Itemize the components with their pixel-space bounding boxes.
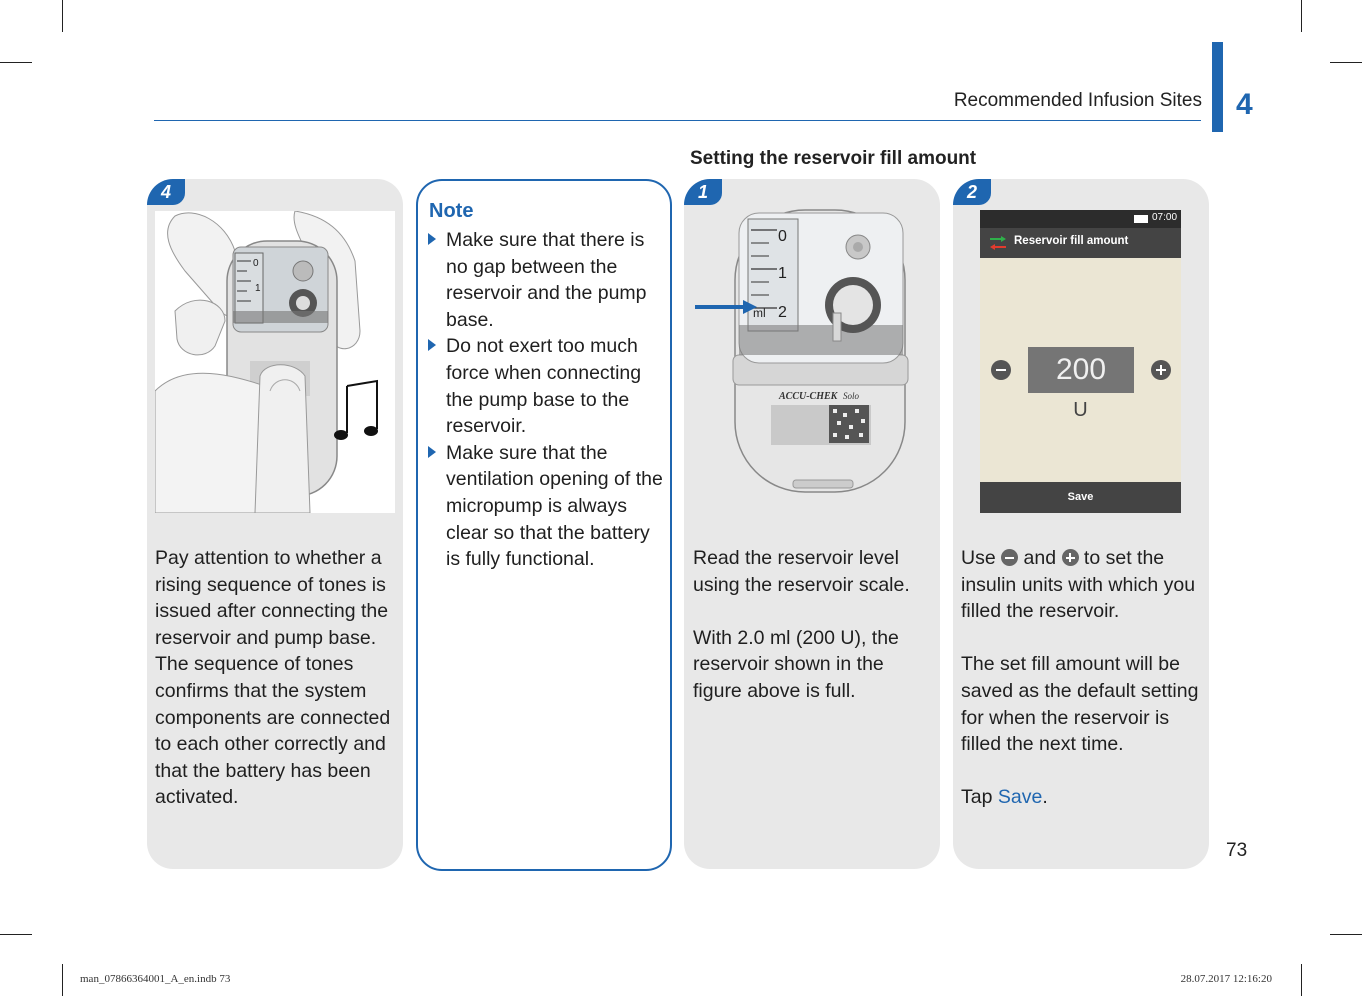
brand-suffix: Solo (843, 391, 860, 401)
svg-text:1: 1 (255, 283, 261, 294)
header-rule (154, 120, 1201, 121)
minus-icon (1001, 549, 1018, 566)
footer-timestamp: 28.07.2017 12:16:20 (1180, 973, 1272, 985)
crop-mark (0, 62, 32, 63)
list-item (428, 440, 664, 573)
triangle-bullet-icon (428, 339, 436, 351)
step1-badge: 1 (684, 179, 722, 205)
status-bar (980, 210, 1181, 228)
reservoir-scale-illustration (693, 205, 915, 497)
note-title: Note (429, 200, 474, 222)
screen-titlebar (980, 228, 1181, 258)
period: . (1042, 786, 1048, 809)
crop-mark (1301, 964, 1302, 996)
save-button[interactable]: Save (980, 482, 1181, 513)
scale-mark-2: 2 (778, 304, 787, 321)
crop-mark (62, 964, 63, 996)
step1-paragraph2: With 2.0 ml (200 U), the reservoir shown in the figure above is full. (693, 626, 899, 702)
step2-instruction: to set the insulin units with which you filled the reservoir. (961, 547, 1196, 623)
crop-mark (62, 0, 63, 32)
crop-mark (1330, 934, 1362, 935)
footer-file: man_07866364001_A_en.indb 73 (80, 973, 231, 985)
step2-paragraph1 (961, 545, 1203, 625)
reservoir-arrows-icon (990, 236, 1006, 250)
triangle-bullet-icon (428, 446, 436, 458)
use-word: Use (961, 547, 996, 569)
note-list (428, 227, 664, 573)
step4-badge: 4 (147, 179, 185, 205)
list-item (428, 227, 664, 333)
increase-button[interactable] (1151, 360, 1171, 380)
plus-icon (1062, 549, 1079, 566)
fill-amount-screen (980, 210, 1181, 513)
step1-paragraph1: Read the reservoir level using the reservoir scale. (693, 547, 910, 596)
crop-mark (1330, 62, 1362, 63)
scale-unit: ml (753, 306, 766, 320)
step4-text: Pay attention to whether a rising sequence of tones is issued after connecting the reservoir and pump base. The sequence of tones confirms that the system components are connected to each other correctly and that the battery has been activated. (155, 547, 391, 809)
save-link: Save (997, 786, 1043, 809)
note-item-text: Make sure that there is no gap between the reservoir and the pump base. (446, 229, 647, 331)
step2-paragraph2: The set fill amount will be saved as the default setting for when the reservoir is filled the next time. (961, 653, 1199, 756)
list-item (428, 333, 664, 439)
brand-name: ACCU-CHEK (779, 391, 838, 402)
subheading: Setting the reservoir fill amount (690, 148, 977, 169)
decrease-button[interactable] (991, 360, 1011, 380)
and-word: and (1023, 547, 1057, 569)
scale-mark-1: 1 (778, 265, 787, 282)
minus-icon (996, 369, 1006, 371)
note-item-text: Do not exert too much force when connecting the pump base to the reservoir. (446, 335, 642, 438)
fill-amount-unit: U (1073, 399, 1088, 421)
step2-badge: 2 (953, 179, 991, 205)
battery-icon (1134, 215, 1148, 223)
chapter-number: 4 (1236, 88, 1253, 121)
chapter-tab (1212, 42, 1223, 132)
connect-pump-illustration (155, 211, 395, 513)
scale-mark-0: 0 (778, 228, 787, 245)
crop-mark (1301, 0, 1302, 32)
page-number: 73 (1226, 840, 1248, 861)
step1-text (693, 545, 931, 731)
note-item-text: Make sure that the ventilation opening of the micropump is always clear so that the battery is fully functional. (446, 441, 663, 571)
step2-text (961, 545, 1203, 838)
plus-icon-v (1160, 365, 1162, 375)
status-time: 07:00 (1152, 212, 1178, 223)
crop-mark (0, 934, 32, 935)
step2-paragraph3 (961, 784, 1203, 811)
triangle-bullet-icon (428, 233, 436, 245)
tap-word: Tap (961, 786, 993, 809)
fill-amount-value: 200 (1028, 347, 1134, 393)
section-title: Recommended Infusion Sites (953, 90, 1202, 111)
screen-title: Reservoir fill amount (1014, 235, 1129, 247)
svg-text:0: 0 (253, 258, 259, 269)
